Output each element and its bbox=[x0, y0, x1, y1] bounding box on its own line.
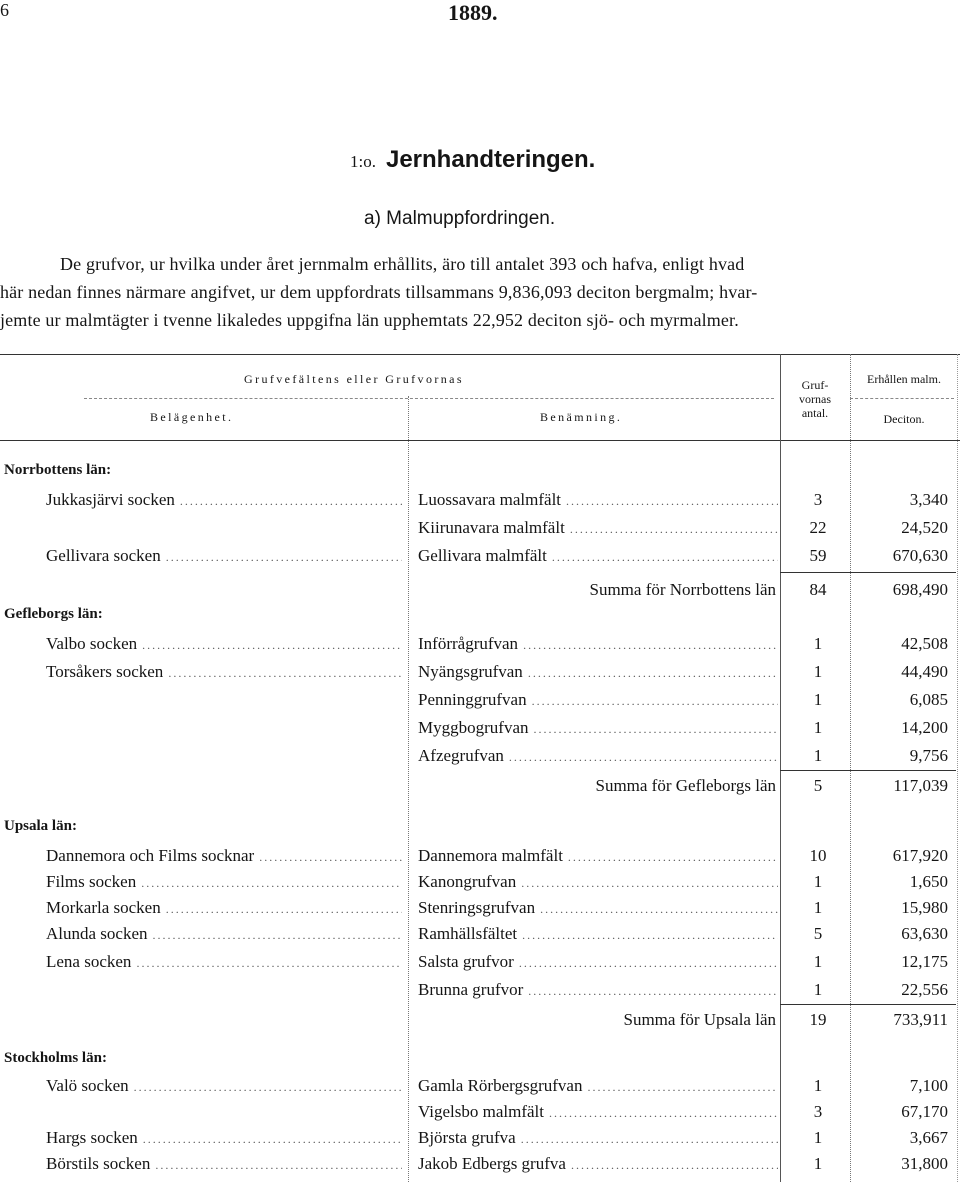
ore-amount-cell: 14,200 bbox=[901, 718, 948, 737]
mine-count-cell: 3 bbox=[813, 490, 823, 509]
header-ore-rule bbox=[850, 398, 954, 399]
location-cell: Valö socken ..... bbox=[46, 1076, 402, 1096]
location-cell: Alunda socken ..... bbox=[46, 924, 402, 944]
table-row bbox=[0, 1076, 960, 1100]
ore-amount-cell: 1,650 bbox=[909, 872, 948, 891]
summary-amount: 117,039 bbox=[893, 776, 948, 795]
page-number: 6 bbox=[0, 0, 9, 20]
mine-count-cell: 1 bbox=[813, 718, 823, 737]
mine-count-cell: 1 bbox=[813, 872, 823, 891]
mine-name-cell: Afzegrufvan ..... bbox=[418, 746, 778, 766]
mine-name-cell: Brunna grufvor ..... bbox=[418, 980, 778, 1000]
page-year: 1889. bbox=[448, 0, 498, 25]
mine-name-cell: Vigelsbo malmfält ..... bbox=[418, 1102, 778, 1122]
table-row bbox=[0, 1128, 960, 1152]
mine-name-cell: Kanongrufvan ..... bbox=[418, 872, 778, 892]
mine-count-cell: 3 bbox=[813, 1102, 823, 1121]
header-bottom-rule bbox=[0, 440, 960, 441]
summary-row bbox=[0, 776, 960, 800]
header-count bbox=[784, 378, 846, 420]
header-location: Belägenhet. bbox=[150, 410, 234, 424]
mine-name-cell: Dannemora malmfält ..... bbox=[418, 846, 778, 866]
summary-count: 5 bbox=[813, 776, 823, 795]
mine-count-cell: 1 bbox=[813, 1076, 823, 1095]
location-cell: Gellivara socken ..... bbox=[46, 546, 402, 566]
summary-count: 19 bbox=[809, 1010, 827, 1029]
mine-count-cell: 1 bbox=[813, 980, 823, 999]
location-cell: Jukkasjärvi socken ..... bbox=[46, 490, 402, 510]
table-row bbox=[0, 490, 960, 514]
ore-amount-cell: 15,980 bbox=[901, 898, 948, 917]
mine-count-cell: 22 bbox=[809, 518, 827, 537]
mine-name-cell: Penninggrufvan ..... bbox=[418, 690, 778, 710]
mine-name-cell: Jakob Edbergs grufva ..... bbox=[418, 1154, 778, 1174]
ore-amount-cell: 44,490 bbox=[901, 662, 948, 681]
mine-count-cell: 10 bbox=[809, 846, 827, 865]
table-top-rule bbox=[0, 354, 960, 355]
section-heading bbox=[350, 146, 595, 174]
mine-count-cell: 1 bbox=[813, 1154, 823, 1173]
sum-rule bbox=[780, 572, 956, 573]
ore-amount-cell: 6,085 bbox=[909, 690, 948, 709]
table-row bbox=[0, 952, 960, 976]
intro-line: här nedan finnes närmare angifvet, ur dem uppfordrats tillsammans 9,836,093 deciton bergmalm; hvar- bbox=[0, 282, 758, 302]
ore-amount-cell: 670,630 bbox=[892, 546, 948, 565]
mine-name-cell: Stenringsgrufvan ..... bbox=[418, 898, 778, 918]
mine-name-cell: Myggbogrufvan ..... bbox=[418, 718, 778, 738]
location-cell: Börstils socken ..... bbox=[46, 1154, 402, 1174]
ore-amount-cell: 67,170 bbox=[901, 1102, 948, 1121]
header-count-line: antal. bbox=[801, 406, 829, 420]
mine-name-cell: Ramhällsfältet ..... bbox=[418, 924, 778, 944]
ore-amount-cell: 42,508 bbox=[901, 634, 948, 653]
ore-amount-cell: 7,100 bbox=[909, 1076, 948, 1095]
header-name: Benämning. bbox=[540, 410, 623, 424]
mine-name-cell: Gellivara malmfält ..... bbox=[418, 546, 778, 566]
mine-count-cell: 5 bbox=[813, 924, 823, 943]
summary-label: Summa för Upsala län bbox=[623, 1010, 776, 1029]
location-cell: Torsåkers socken ..... bbox=[46, 662, 402, 682]
location-cell: Valbo socken ..... bbox=[46, 634, 402, 654]
mine-count-cell: 1 bbox=[813, 634, 823, 653]
ore-amount-cell: 617,920 bbox=[892, 846, 948, 865]
summary-label: Summa för Norrbottens län bbox=[589, 580, 776, 599]
table-row bbox=[0, 1102, 960, 1126]
section-title: Jernhandteringen. bbox=[385, 146, 596, 173]
mine-count-cell: 1 bbox=[813, 952, 823, 971]
header-unit: Deciton. bbox=[883, 412, 925, 426]
header-ore: Erhållen malm. bbox=[867, 372, 941, 386]
table-row bbox=[0, 746, 960, 770]
header-count-line: vornas bbox=[799, 392, 831, 406]
mine-name-cell: Björsta grufva ..... bbox=[418, 1128, 778, 1148]
header-group-rule bbox=[84, 398, 774, 399]
table-row bbox=[0, 546, 960, 570]
location-cell: Films socken ..... bbox=[46, 872, 402, 892]
ore-amount-cell: 12,175 bbox=[901, 952, 948, 971]
header-count-line: Gruf- bbox=[801, 378, 829, 392]
intro-paragraph bbox=[0, 250, 958, 334]
summary-row bbox=[0, 580, 960, 604]
mine-name-cell: Kiirunavara malmfält ..... bbox=[418, 518, 778, 538]
table-row bbox=[0, 1154, 960, 1178]
ore-amount-cell: 22,556 bbox=[901, 980, 948, 999]
mine-name-cell: Luossavara malmfält ..... bbox=[418, 490, 778, 510]
ore-amount-cell: 24,520 bbox=[901, 518, 948, 537]
table-row bbox=[0, 980, 960, 1004]
ore-amount-cell: 3,340 bbox=[909, 490, 948, 509]
table-row bbox=[0, 872, 960, 896]
mine-count-cell: 1 bbox=[813, 746, 823, 765]
region-heading: Upsala län: bbox=[4, 818, 77, 834]
header-group: Grufvefältens eller Grufvornas bbox=[244, 372, 464, 386]
intro-line: De grufvor, ur hvilka under året jernmalm erhållits, äro till antalet 393 och hafva, enligt hvad bbox=[60, 254, 745, 274]
summary-amount: 698,490 bbox=[892, 580, 948, 599]
mine-count-cell: 1 bbox=[813, 662, 823, 681]
location-cell: Dannemora och Films socknar ..... bbox=[46, 846, 402, 866]
section-prefix: 1:o. bbox=[350, 152, 376, 171]
summary-amount: 733,911 bbox=[893, 1010, 948, 1029]
sum-rule bbox=[780, 770, 956, 771]
intro-line: jemte ur malmtägter i tvenne likaledes uppgifna län upphemtats 22,952 deciton sjö- och myrmalmer. bbox=[0, 310, 739, 330]
summary-row bbox=[0, 1010, 960, 1034]
table-row bbox=[0, 718, 960, 742]
mine-name-cell: Gamla Rörbergsgrufvan ..... bbox=[418, 1076, 778, 1096]
ore-amount-cell: 63,630 bbox=[901, 924, 948, 943]
table-row bbox=[0, 634, 960, 658]
location-cell: Hargs socken ..... bbox=[46, 1128, 402, 1148]
mine-count-cell: 59 bbox=[809, 546, 827, 565]
table-row bbox=[0, 690, 960, 714]
mine-count-cell: 1 bbox=[813, 1128, 823, 1147]
mine-name-cell: Salsta grufvor ..... bbox=[418, 952, 778, 972]
summary-label: Summa för Gefleborgs län bbox=[595, 776, 776, 795]
summary-count: 84 bbox=[809, 580, 827, 599]
table-row bbox=[0, 662, 960, 686]
table-row bbox=[0, 846, 960, 870]
region-heading: Stockholms län: bbox=[4, 1050, 107, 1066]
ore-amount-cell: 31,800 bbox=[901, 1154, 948, 1173]
ore-amount-cell: 9,756 bbox=[909, 746, 948, 765]
subsection-heading: a) Malmuppfordringen. bbox=[364, 208, 556, 229]
region-heading: Norrbottens län: bbox=[4, 462, 112, 478]
region-heading: Gefleborgs län: bbox=[4, 606, 103, 622]
mine-name-cell: Nyängsgrufvan ..... bbox=[418, 662, 778, 682]
location-cell: Lena socken ..... bbox=[46, 952, 402, 972]
mine-name-cell: Införrågrufvan ..... bbox=[418, 634, 778, 654]
location-cell: Morkarla socken ..... bbox=[46, 898, 402, 918]
table-row bbox=[0, 924, 960, 948]
table-row bbox=[0, 518, 960, 542]
table-row bbox=[0, 898, 960, 922]
ore-amount-cell: 3,667 bbox=[909, 1128, 948, 1147]
mine-count-cell: 1 bbox=[813, 690, 823, 709]
sum-rule bbox=[780, 1004, 956, 1005]
mine-count-cell: 1 bbox=[813, 898, 823, 917]
